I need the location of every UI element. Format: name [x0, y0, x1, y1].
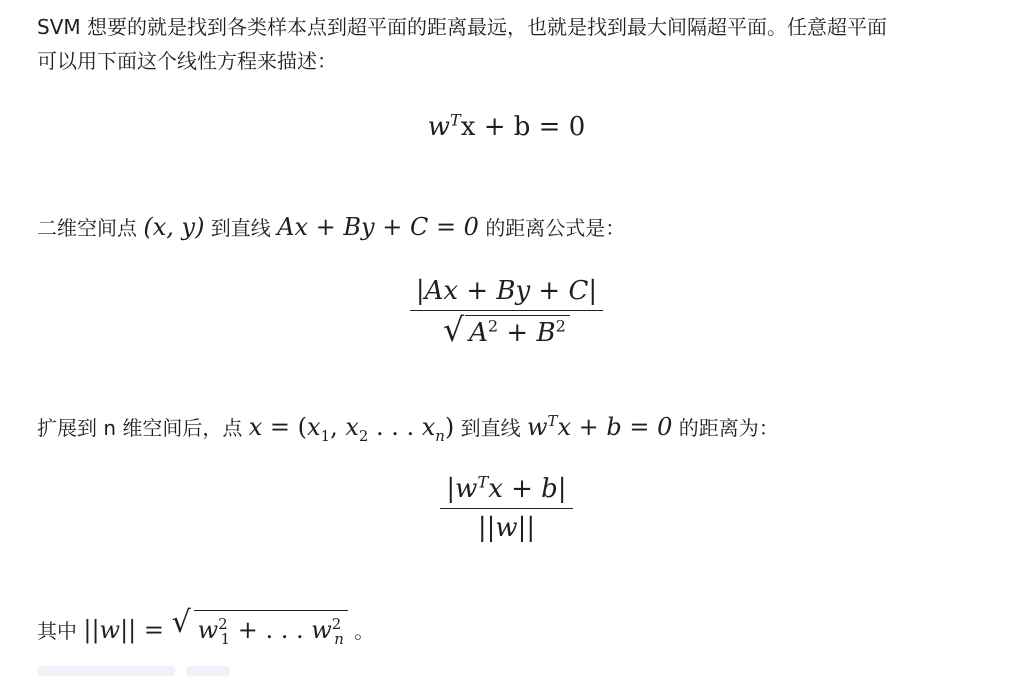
fraction-denominator: √ $A^2 + B^2$ — [410, 311, 603, 348]
tag-chip[interactable] — [186, 666, 230, 676]
intro-line-2: 可以用下面这个线性方程来描述： — [37, 49, 337, 73]
intro-line-1: SVM 想要的就是找到各类样本点到超平面的距离最远，也就是找到最大间隔超平面。任意超平面 — [37, 15, 887, 39]
equation-distance-nd — [0, 474, 1013, 543]
hyperplane-inline: $w^Tx + b = 0$ — [526, 412, 673, 441]
tag-chip[interactable] — [37, 666, 175, 676]
tag-chips — [37, 661, 236, 680]
point-vector: $x = (x_1$, $x_2$ . . . $x_n$) — [248, 413, 455, 445]
paragraph-norm: 其中 ||w|| = √ $w^2_1$ + . . . $w^2_n$ 。 — [37, 605, 375, 648]
fraction-denominator: ||w|| — [477, 513, 536, 543]
intro-paragraph — [37, 10, 987, 78]
fraction-numerator: $|w^Tx + b|$ — [440, 474, 572, 509]
equation-hyperplane: $w^Tx + b = 0$ — [427, 110, 586, 142]
paragraph-2d-distance: 二维空间点 (x, y) 到直线 Ax + By + C = 0 的距离公式是： — [37, 213, 626, 241]
point-xy: (x, y) — [143, 213, 205, 241]
paragraph-nd-distance: 扩展到 n 维空间后，点 $x = (x_1$, $x_2$ . . . $x_n$) 到直线 $w^Tx + b = 0$ 的距离为： — [37, 412, 779, 445]
equation-distance-2d — [0, 276, 1013, 348]
norm-definition: ||w|| = √ $w^2_1$ + . . . $w^2_n$ — [83, 616, 348, 644]
fraction-numerator: |Ax + By + C| — [410, 276, 603, 311]
line-equation: Ax + By + C = 0 — [277, 213, 479, 241]
